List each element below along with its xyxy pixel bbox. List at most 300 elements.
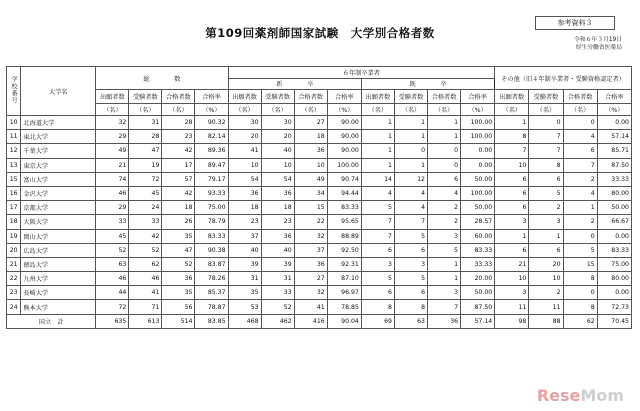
passed-cell: 15 [563, 257, 597, 271]
passed-cell: 1 [428, 130, 461, 144]
examinees-cell: 42 [129, 229, 162, 243]
rate-cell: 50.00 [461, 201, 495, 215]
examinees-cell: 88 [529, 314, 563, 328]
examinees-header: 受験者数 [261, 90, 294, 104]
examinees-cell: 28 [129, 130, 162, 144]
school-no: 23 [7, 286, 21, 300]
repeat-grad-header: 既 卒 [361, 78, 494, 90]
applicants-cell: 3 [495, 286, 529, 300]
applicants-cell: 7 [495, 144, 529, 158]
passed-cell: 42 [162, 186, 195, 200]
applicants-cell: 11 [495, 300, 529, 314]
rate-cell: 50.00 [461, 172, 495, 186]
university-name: 大阪大学 [21, 215, 96, 229]
rate-cell: 78.85 [327, 300, 361, 314]
rate-cell: 60.00 [461, 229, 495, 243]
examinees-cell: 1 [394, 158, 427, 172]
unit-people: （名） [361, 104, 394, 116]
school-no: 17 [7, 201, 21, 215]
examinees-cell: 4 [394, 201, 427, 215]
applicants-cell: 635 [96, 314, 129, 328]
applicants-cell: 52 [96, 243, 129, 257]
university-name: 九州大学 [21, 272, 96, 286]
rate-cell: 96.97 [327, 286, 361, 300]
applicants-cell: 46 [96, 186, 129, 200]
applicants-header: 出願者数 [96, 90, 129, 104]
rate-cell: 89.47 [195, 158, 228, 172]
examinees-cell: 6 [394, 286, 427, 300]
examinees-cell: 33 [261, 286, 294, 300]
examinees-cell: 7 [529, 130, 563, 144]
rate-cell: 87.50 [461, 300, 495, 314]
school-no: 24 [7, 300, 21, 314]
passed-cell: 42 [162, 144, 195, 158]
applicants-cell: 8 [361, 300, 394, 314]
passed-header: 合格者数 [428, 90, 461, 104]
applicants-cell: 46 [96, 272, 129, 286]
table-row [7, 158, 632, 172]
applicants-cell: 29 [96, 130, 129, 144]
rate-cell: 90.38 [195, 243, 228, 257]
applicants-cell: 1 [495, 116, 529, 130]
passed-cell: 0 [563, 286, 597, 300]
applicants-cell: 6 [495, 201, 529, 215]
applicants-cell: 21 [495, 257, 529, 271]
examinees-cell: 6 [529, 172, 563, 186]
table-row [7, 300, 632, 314]
examinees-cell: 20 [261, 130, 294, 144]
examinees-cell: 5 [529, 186, 563, 200]
rate-cell: 0.00 [461, 144, 495, 158]
rate-cell: 28.57 [461, 215, 495, 229]
university-name: 東北大学 [21, 130, 96, 144]
passed-cell: 5 [563, 243, 597, 257]
rate-cell: 72.73 [597, 300, 631, 314]
issue-info [574, 36, 622, 52]
passed-cell: 36 [162, 272, 195, 286]
passed-cell: 15 [294, 201, 327, 215]
six-year-header: ６年制卒業者 [228, 67, 495, 79]
passed-cell: 35 [162, 229, 195, 243]
passed-cell: 49 [294, 172, 327, 186]
applicants-cell: 3 [495, 215, 529, 229]
unit-people: （名） [495, 104, 529, 116]
header-row-1 [7, 67, 632, 79]
university-name: 北海道大学 [21, 116, 96, 130]
passed-cell: 0 [563, 229, 597, 243]
applicants-cell: 30 [228, 116, 261, 130]
university-name: 千葉大学 [21, 144, 96, 158]
examinees-cell: 11 [529, 300, 563, 314]
applicants-cell: 7 [361, 215, 394, 229]
passed-cell: 3 [428, 229, 461, 243]
rate-cell: 0.00 [597, 229, 631, 243]
applicants-cell: 20 [228, 130, 261, 144]
applicants-cell: 49 [96, 144, 129, 158]
examinees-cell: 3 [529, 215, 563, 229]
examinees-cell: 71 [129, 300, 162, 314]
examinees-cell: 40 [261, 144, 294, 158]
passed-cell: 416 [294, 314, 327, 328]
applicants-cell: 72 [96, 300, 129, 314]
examinees-cell: 1 [529, 229, 563, 243]
unit-people: （名） [96, 104, 129, 116]
rate-cell: 100.00 [461, 116, 495, 130]
examinees-cell: 0 [394, 144, 427, 158]
table-row [7, 286, 632, 300]
applicants-cell: 4 [361, 186, 394, 200]
rate-cell: 33.33 [597, 172, 631, 186]
passed-cell: 6 [563, 144, 597, 158]
applicants-cell: 23 [228, 215, 261, 229]
rate-header: 合格率 [597, 90, 631, 104]
rate-cell: 100.00 [461, 130, 495, 144]
unit-percent: （%） [597, 104, 631, 116]
examinees-cell: 12 [394, 172, 427, 186]
applicants-cell: 35 [228, 286, 261, 300]
examinees-cell: 5 [394, 229, 427, 243]
rate-cell: 100.00 [327, 158, 361, 172]
passed-cell: 47 [162, 243, 195, 257]
other-header: その他（旧４年制卒業者・受験資格認定者） [495, 67, 632, 90]
applicants-cell: 6 [495, 186, 529, 200]
passed-cell: 36 [294, 144, 327, 158]
applicants-cell: 63 [96, 257, 129, 271]
passed-cell: 27 [294, 116, 327, 130]
passed-cell: 26 [162, 215, 195, 229]
examinees-cell: 41 [129, 286, 162, 300]
unit-people: （名） [294, 104, 327, 116]
passed-cell: 7 [428, 300, 461, 314]
passed-cell: 4 [428, 186, 461, 200]
applicants-cell: 6 [361, 243, 394, 257]
applicants-cell: 40 [228, 243, 261, 257]
applicants-cell: 31 [228, 272, 261, 286]
rate-cell: 89.36 [195, 144, 228, 158]
passed-cell: 35 [162, 286, 195, 300]
examinees-cell: 3 [394, 257, 427, 271]
applicants-cell: 69 [361, 314, 394, 328]
passed-cell: 41 [294, 300, 327, 314]
unit-percent: （%） [327, 104, 361, 116]
rate-cell: 75.00 [597, 257, 631, 271]
passed-cell: 8 [563, 300, 597, 314]
passed-cell: 2 [563, 172, 597, 186]
rate-cell: 78.79 [195, 215, 228, 229]
passed-cell: 18 [294, 130, 327, 144]
school-no: 11 [7, 130, 21, 144]
applicants-cell: 6 [495, 243, 529, 257]
examinees-cell: 31 [129, 116, 162, 130]
examinees-cell: 63 [394, 314, 427, 328]
rate-cell: 87.10 [327, 272, 361, 286]
unit-people: （名） [394, 104, 427, 116]
school-no: 15 [7, 172, 21, 186]
rate-cell: 57.14 [461, 314, 495, 328]
passed-cell: 5 [428, 243, 461, 257]
issue-date: 令和６年３月19日 [574, 37, 622, 43]
rate-cell: 57.14 [597, 130, 631, 144]
rate-cell: 100.00 [461, 186, 495, 200]
examinees-cell: 10 [529, 272, 563, 286]
passed-header: 合格者数 [294, 90, 327, 104]
examinees-cell: 36 [261, 186, 294, 200]
rate-cell: 83.33 [597, 243, 631, 257]
applicants-cell: 54 [228, 172, 261, 186]
passed-cell: 52 [162, 257, 195, 271]
applicants-cell: 37 [228, 229, 261, 243]
rate-cell: 82.14 [195, 130, 228, 144]
rate-cell: 50.00 [597, 201, 631, 215]
passed-cell: 28 [162, 116, 195, 130]
applicants-cell: 1 [361, 116, 394, 130]
rate-cell: 95.65 [327, 215, 361, 229]
school-no-header: 学校番号 [7, 67, 21, 116]
examinees-cell: 54 [261, 172, 294, 186]
table-row [7, 229, 632, 243]
unit-people: （名） [428, 104, 461, 116]
examinees-cell: 5 [394, 272, 427, 286]
examinees-cell: 36 [261, 229, 294, 243]
examinees-cell: 52 [129, 243, 162, 257]
passed-cell: 1 [428, 116, 461, 130]
passed-cell: 36 [428, 314, 461, 328]
header-row-3 [7, 90, 632, 104]
applicants-header: 出願者数 [228, 90, 261, 104]
applicants-cell: 1 [361, 130, 394, 144]
applicants-cell: 6 [361, 286, 394, 300]
rate-cell: 66.67 [597, 215, 631, 229]
passed-cell: 34 [294, 186, 327, 200]
university-name: 岡山大学 [21, 229, 96, 243]
rate-cell: 85.71 [597, 144, 631, 158]
passed-cell: 1 [563, 201, 597, 215]
applicants-cell: 14 [361, 172, 394, 186]
table-row [7, 144, 632, 158]
applicants-header: 出願者数 [361, 90, 394, 104]
examinees-cell: 33 [129, 215, 162, 229]
passed-cell: 514 [162, 314, 195, 328]
header-row-4 [7, 104, 632, 116]
school-no: 20 [7, 243, 21, 257]
examinees-cell: 39 [261, 257, 294, 271]
examinees-cell: 46 [129, 272, 162, 286]
examinees-cell: 19 [129, 158, 162, 172]
university-name: 長崎大学 [21, 286, 96, 300]
examinees-cell: 6 [394, 243, 427, 257]
applicants-header: 出願者数 [495, 90, 529, 104]
total-header: 総 数 [96, 67, 228, 90]
school-no: 13 [7, 158, 21, 172]
total-label: 国立 計 [7, 314, 96, 328]
passed-cell: 57 [162, 172, 195, 186]
unit-people: （名） [529, 104, 563, 116]
applicants-cell: 5 [361, 272, 394, 286]
rate-header: 合格率 [327, 90, 361, 104]
applicants-cell: 41 [228, 144, 261, 158]
school-no: 16 [7, 186, 21, 200]
university-name: 熊本大学 [21, 300, 96, 314]
applicants-cell: 1 [361, 144, 394, 158]
rate-cell: 83.33 [461, 243, 495, 257]
examinees-cell: 7 [529, 144, 563, 158]
rate-cell: 50.00 [461, 286, 495, 300]
university-header: 大学名 [21, 67, 96, 116]
applicants-cell: 74 [96, 172, 129, 186]
table-row [7, 130, 632, 144]
passed-cell: 32 [294, 229, 327, 243]
rate-header: 合格率 [195, 90, 228, 104]
resemom-watermark: ReseMom [536, 386, 624, 405]
unit-people: （名） [563, 104, 597, 116]
applicants-cell: 10 [228, 158, 261, 172]
applicants-cell: 44 [96, 286, 129, 300]
passed-cell: 3 [428, 286, 461, 300]
page-title: 第109回薬剤師国家試験 大学別合格者数 [205, 26, 435, 40]
examinees-cell: 45 [129, 186, 162, 200]
examinees-cell: 18 [261, 201, 294, 215]
passed-cell: 10 [294, 158, 327, 172]
passed-cell: 1 [428, 257, 461, 271]
examinees-cell: 47 [129, 144, 162, 158]
rate-cell: 88.89 [327, 229, 361, 243]
pass-count-table [6, 66, 632, 329]
applicants-cell: 8 [495, 130, 529, 144]
applicants-cell: 468 [228, 314, 261, 328]
examinees-cell: 8 [529, 158, 563, 172]
table-row [7, 186, 632, 200]
university-name: 東京大学 [21, 158, 96, 172]
applicants-cell: 29 [96, 201, 129, 215]
examinees-cell: 23 [261, 215, 294, 229]
passed-cell: 4 [563, 186, 597, 200]
examinees-cell: 0 [529, 116, 563, 130]
rate-cell: 0.00 [597, 286, 631, 300]
rate-cell: 33.33 [461, 257, 495, 271]
applicants-cell: 3 [361, 257, 394, 271]
examinees-cell: 2 [529, 286, 563, 300]
rate-cell: 83.33 [327, 201, 361, 215]
examinees-cell: 1 [394, 116, 427, 130]
examinees-cell: 4 [394, 186, 427, 200]
issuer: 厚生労働省医薬局 [575, 45, 622, 51]
applicants-cell: 10 [495, 158, 529, 172]
rate-cell: 80.00 [597, 186, 631, 200]
examinees-cell: 62 [129, 257, 162, 271]
school-no: 22 [7, 272, 21, 286]
passed-cell: 36 [294, 257, 327, 271]
school-no: 19 [7, 229, 21, 243]
university-name: 金沢大学 [21, 186, 96, 200]
rate-cell: 90.32 [195, 116, 228, 130]
rate-cell: 70.45 [597, 314, 631, 328]
university-name: 京都大学 [21, 201, 96, 215]
school-no: 18 [7, 215, 21, 229]
rate-cell: 90.04 [327, 314, 361, 328]
applicants-cell: 33 [96, 215, 129, 229]
applicants-cell: 45 [96, 229, 129, 243]
table-row [7, 243, 632, 257]
rate-cell: 78.87 [195, 300, 228, 314]
passed-cell: 32 [294, 286, 327, 300]
examinees-cell: 7 [394, 215, 427, 229]
unit-people: （名） [162, 104, 195, 116]
unit-people: （名） [129, 104, 162, 116]
applicants-cell: 39 [228, 257, 261, 271]
table-row [7, 116, 632, 130]
passed-cell: 62 [563, 314, 597, 328]
passed-cell: 17 [162, 158, 195, 172]
applicants-cell: 98 [495, 314, 529, 328]
passed-cell: 2 [563, 215, 597, 229]
passed-header: 合格者数 [563, 90, 597, 104]
examinees-cell: 613 [129, 314, 162, 328]
total-row [7, 314, 632, 328]
passed-cell: 4 [563, 130, 597, 144]
passed-cell: 2 [428, 201, 461, 215]
rate-cell: 80.00 [597, 272, 631, 286]
rate-cell: 87.50 [597, 158, 631, 172]
applicants-cell: 7 [361, 229, 394, 243]
unit-people: （名） [228, 104, 261, 116]
rate-cell: 90.00 [327, 130, 361, 144]
rate-cell: 83.87 [195, 257, 228, 271]
passed-cell: 1 [428, 272, 461, 286]
rate-cell: 90.74 [327, 172, 361, 186]
rate-cell: 0.00 [461, 158, 495, 172]
passed-cell: 2 [428, 215, 461, 229]
passed-cell: 0 [563, 116, 597, 130]
examinees-cell: 10 [261, 158, 294, 172]
passed-cell: 7 [563, 158, 597, 172]
rate-cell: 20.00 [461, 272, 495, 286]
applicants-cell: 53 [228, 300, 261, 314]
passed-cell: 37 [294, 243, 327, 257]
examinees-cell: 8 [394, 300, 427, 314]
table-row [7, 172, 632, 186]
examinees-cell: 30 [261, 116, 294, 130]
examinees-header: 受験者数 [394, 90, 427, 104]
passed-cell: 56 [162, 300, 195, 314]
university-name: 広島大学 [21, 243, 96, 257]
passed-cell: 27 [294, 272, 327, 286]
rate-cell: 90.00 [327, 144, 361, 158]
passed-cell: 0 [428, 144, 461, 158]
examinees-cell: 2 [529, 201, 563, 215]
reference-label: 参考資料３ [535, 16, 615, 30]
passed-cell: 6 [428, 172, 461, 186]
examinees-header: 受験者数 [529, 90, 563, 104]
passed-cell: 0 [428, 158, 461, 172]
applicants-cell: 10 [495, 272, 529, 286]
university-name: 富山大学 [21, 172, 96, 186]
rate-cell: 83.85 [195, 314, 228, 328]
examinees-cell: 40 [261, 243, 294, 257]
passed-cell: 22 [294, 215, 327, 229]
rate-cell: 94.44 [327, 186, 361, 200]
applicants-cell: 5 [361, 201, 394, 215]
university-name: 徳島大学 [21, 257, 96, 271]
table-row [7, 201, 632, 215]
passed-header: 合格者数 [162, 90, 195, 104]
new-grad-header: 新 卒 [228, 78, 361, 90]
applicants-cell: 18 [228, 201, 261, 215]
examinees-cell: 24 [129, 201, 162, 215]
passed-cell: 8 [563, 272, 597, 286]
examinees-cell: 72 [129, 172, 162, 186]
unit-percent: （%） [461, 104, 495, 116]
applicants-cell: 32 [96, 116, 129, 130]
